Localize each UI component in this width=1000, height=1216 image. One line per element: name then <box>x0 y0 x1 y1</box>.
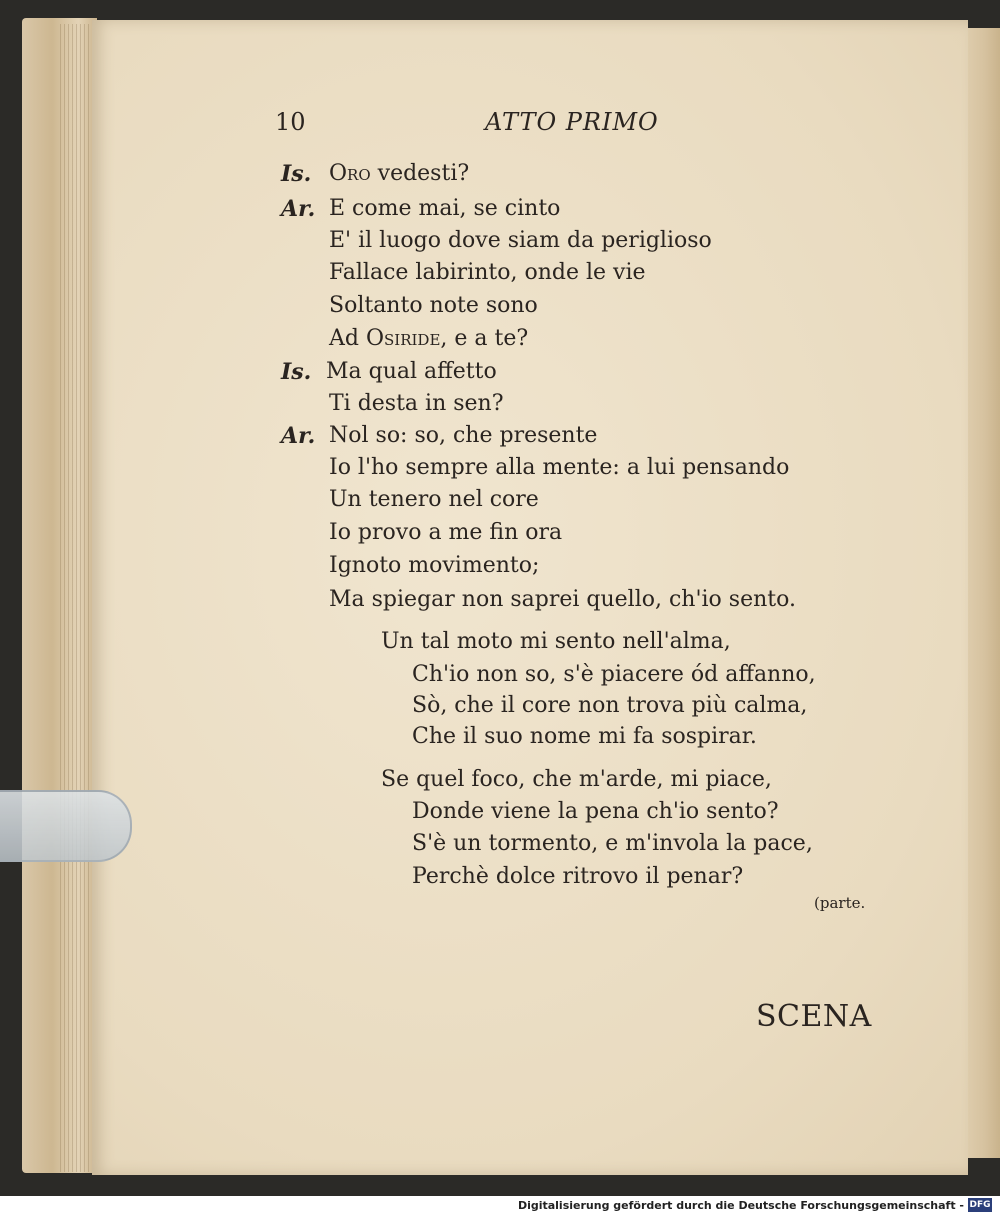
aria-line: Ch'io non so, s'è piacere ód affanno, <box>412 662 816 687</box>
aria-line: Donde viene la pena ch'io sento? <box>412 799 779 824</box>
speaker-label: Is. <box>281 359 312 385</box>
verse-line: Ad Osiride, e a te? <box>329 326 529 351</box>
verse-line: E come mai, se cinto <box>329 196 561 221</box>
verse-line: Nol so: so, che presente <box>329 423 598 448</box>
verse-line: Oro vedesti? <box>329 161 470 186</box>
aria-line: Perchè dolce ritrovo il penar? <box>412 864 744 889</box>
speaker-label: Is. <box>281 161 312 187</box>
act-title: ATTO PRIMO <box>485 108 659 136</box>
verse-line: Un tenero nel core <box>329 487 539 512</box>
running-head <box>275 108 665 148</box>
funding-credit: Digitalisierung gefördert durch die Deutsche Forschungsgemeinschaft - <box>517 1199 964 1212</box>
speaker-label: Ar. <box>281 423 316 449</box>
book-clip-holder <box>0 790 132 862</box>
verse-line: Ma qual affetto <box>326 359 497 384</box>
verse-line: Fallace labirinto, onde le vie <box>329 260 646 285</box>
verse-line: Ignoto movimento; <box>329 553 540 578</box>
aria-line: Se quel foco, che m'arde, mi piace, <box>381 767 772 792</box>
verse-line: Ti desta in sen? <box>329 391 504 416</box>
verse-line: Io provo a me fin ora <box>329 520 563 545</box>
footer-bar <box>0 1196 1000 1216</box>
verse-line: Soltanto note sono <box>329 293 538 318</box>
verse-line: Io l'ho sempre alla mente: a lui pensando <box>329 455 790 480</box>
catchword: SCENA <box>756 999 872 1034</box>
verse-line: Ma spiegar non saprei quello, ch'io sento. <box>329 587 796 612</box>
stage-direction: (parte. <box>814 894 866 912</box>
verse-line: E' il luogo dove siam da periglioso <box>329 228 712 253</box>
page-number: 10 <box>275 108 306 136</box>
aria-line: Che il suo nome mi fa sospirar. <box>412 724 757 749</box>
dfg-logo: DFG <box>969 1200 991 1210</box>
aria-line: Sò, che il core non trova più calma, <box>412 693 808 718</box>
aria-line: Un tal moto mi sento nell'alma, <box>381 629 731 654</box>
page-stack-lines <box>60 24 90 1172</box>
aria-line: S'è un tormento, e m'invola la pace, <box>412 831 813 856</box>
speaker-label: Ar. <box>281 196 316 222</box>
